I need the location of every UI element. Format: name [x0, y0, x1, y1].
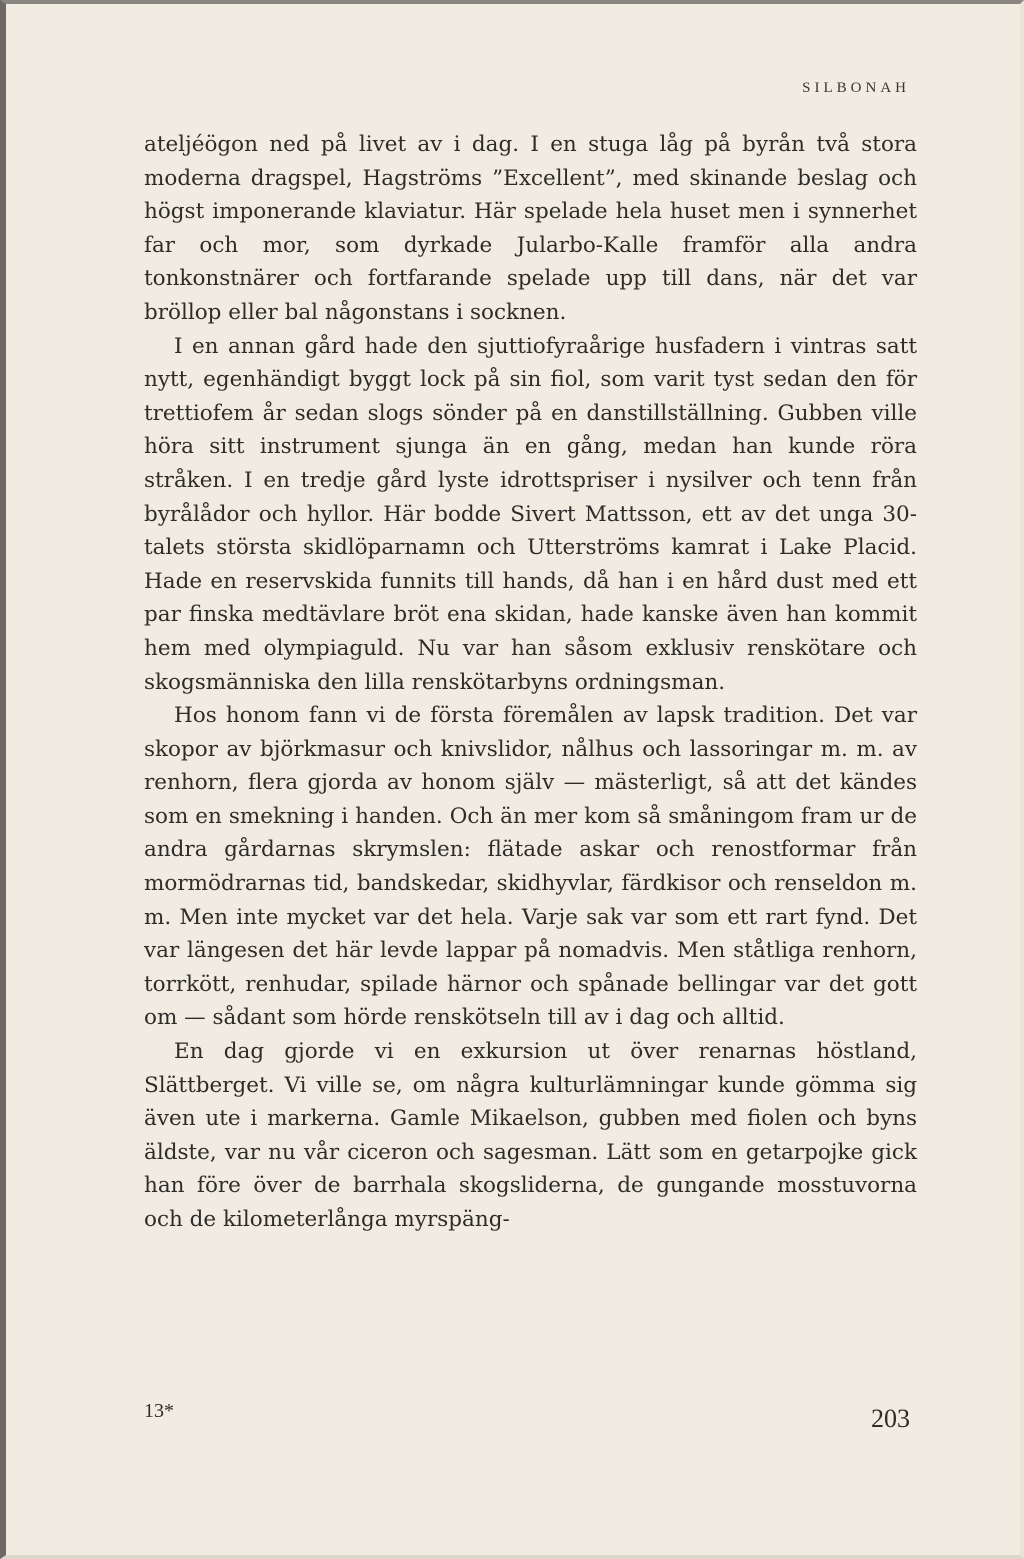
paragraph: Hos honom fann vi de första föremålen av lapsk tradition. Det var skopor av björkmasur och knivslidor, nålhus och lassoringar m. m. av renhorn, flera gjorda av honom själv — mästerligt, så att det kändes som en smekning i handen. Och än mer kom så småningom fram ur de andra gårdarnas skrymslen: flätade askar och renostformar från mormödrarnas tid, bandskedar, skidhyvlar, färdkisor och renseldon m. m. Men inte mycket var det hela. Varje sak var som ett rart fynd. Det var längesen det här levde lappar på nomadvis. Men ståtliga renhorn, torrkött, renhudar, spilade härnor och spånade bellingar var det gott om — sådant som hörde renskötseln till av i dag och alltid.: [144, 703, 917, 1031]
body-text: [144, 128, 917, 1237]
signature-mark: 13*: [144, 1400, 174, 1422]
paragraph: ateljéögon ned på livet av i dag. I en stuga låg på byrån två stora moderna dragspel, Hagströms ”Excellent”, med skinande beslag och högst imponerande klaviatur. Här spelade hela huset men i synnerhet far och mor, som dyrkade Jularbo-Kalle framför alla andra tonkonstnärer och fortfarande spelade upp till dans, när det var bröllop eller bal någonstans i socknen.: [144, 132, 917, 325]
paragraph: I en annan gård hade den sjuttiofyraårige husfadern i vintras satt nytt, egenhändigt byggt lock på sin fiol, som varit tyst sedan den för trettiofem år sedan slogs sönder på en danstillställning. Gubben ville höra sitt instrument sjunga än en gång, medan han kunde röra stråken. I en tredje gård lyste idrottspriser i nysilver och tenn från byrålådor och hyllor. Här bodde Sivert Mattsson, ett av det unga 30-talets största skidlöparnamn och Utterströms kamrat i Lake Placid. Hade en reservskida funnits till hands, då han i en hård dust med ett par finska medtävlare bröt ena skidan, hade kanske även han kommit hem med olympiaguld. Nu var han såsom exklusiv renskötare och skogsmänniska den lilla renskötarbyns ordningsman.: [144, 333, 917, 695]
page-number: 203: [871, 1404, 910, 1433]
paragraph: En dag gjorde vi en exkursion ut över renarnas höstland, Slättberget. Vi ville se, om några kulturlämningar kunde gömma sig även ute i markerna. Gamle Mikaelson, gubben med fiolen och byns äldste, var nu vår ciceron och sagesman. Lätt som en getarpojke gick han före över de barrhala skogsliderna, de gungande mosstuvorna och de kilometerlånga myrspäng-: [144, 1039, 917, 1232]
running-head: SILBONAH: [802, 80, 910, 96]
